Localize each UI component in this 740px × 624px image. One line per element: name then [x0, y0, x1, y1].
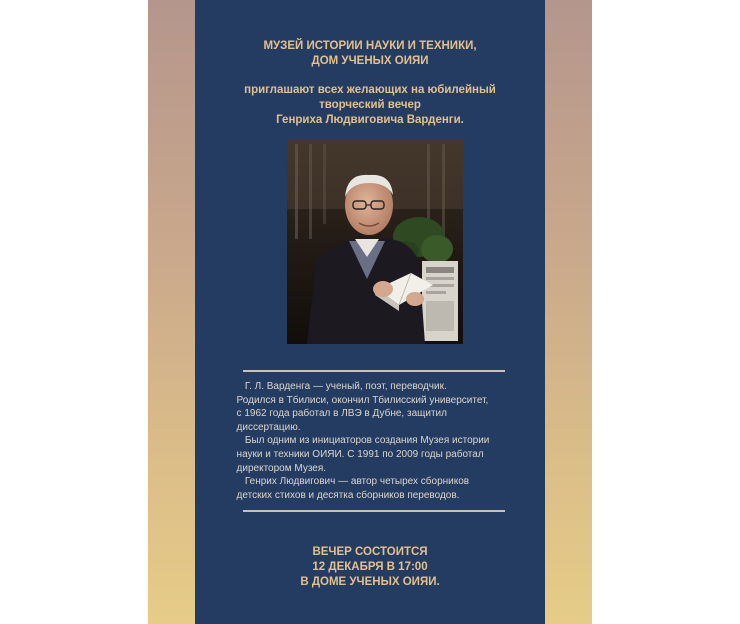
- poster: [195, 0, 545, 624]
- bio-line: Родился в Тбилиси, окончил Тбилисский университет,: [231, 394, 489, 406]
- event-details: [195, 545, 545, 590]
- bio-line: с 1962 года работал в ЛВЭ в Дубне, защитил: [231, 408, 447, 420]
- bio-line: Генрих Людвигович — автор четырех сборников: [231, 476, 470, 488]
- bio-line: Г. Л. Варденга — ученый, поэт, переводчик.: [231, 381, 447, 392]
- organizer-line: ДОМ УЧЕНЫХ ОИЯИ: [311, 55, 429, 67]
- bio-line: директором Музея.: [231, 462, 327, 474]
- portrait-photo: [287, 139, 463, 344]
- bio-line: детских стихов и десятка сборников переводов.: [231, 489, 460, 501]
- invitation-line: приглашают всех желающих на юбилейный: [244, 84, 496, 96]
- event-line: ВЕЧЕР СОСТОИТСЯ: [312, 546, 428, 558]
- event-line: 12 ДЕКАБРЯ В 17:00: [312, 561, 428, 573]
- invitation-line: творческий вечер: [319, 99, 421, 111]
- invitation-text: [195, 83, 545, 128]
- divider-bottom: [243, 510, 505, 512]
- bio-line: диссертацию.: [231, 421, 301, 433]
- divider-top: [243, 370, 505, 372]
- bio-line: науки и техники ОИЯИ. С 1991 по 2009 годы работал: [231, 448, 484, 460]
- left-gold-band: [148, 0, 195, 624]
- organizer-heading: [195, 39, 545, 69]
- invitation-line: Генриха Людвиговича Варденги.: [276, 114, 464, 126]
- biography-text: [231, 380, 521, 502]
- organizer-line: МУЗЕЙ ИСТОРИИ НАУКИ И ТЕХНИКИ,: [263, 40, 477, 52]
- right-gold-band: [545, 0, 592, 624]
- event-line: В ДОМЕ УЧЕНЫХ ОИЯИ.: [300, 576, 440, 588]
- bio-line: Был одним из инициаторов создания Музея истории: [231, 435, 490, 447]
